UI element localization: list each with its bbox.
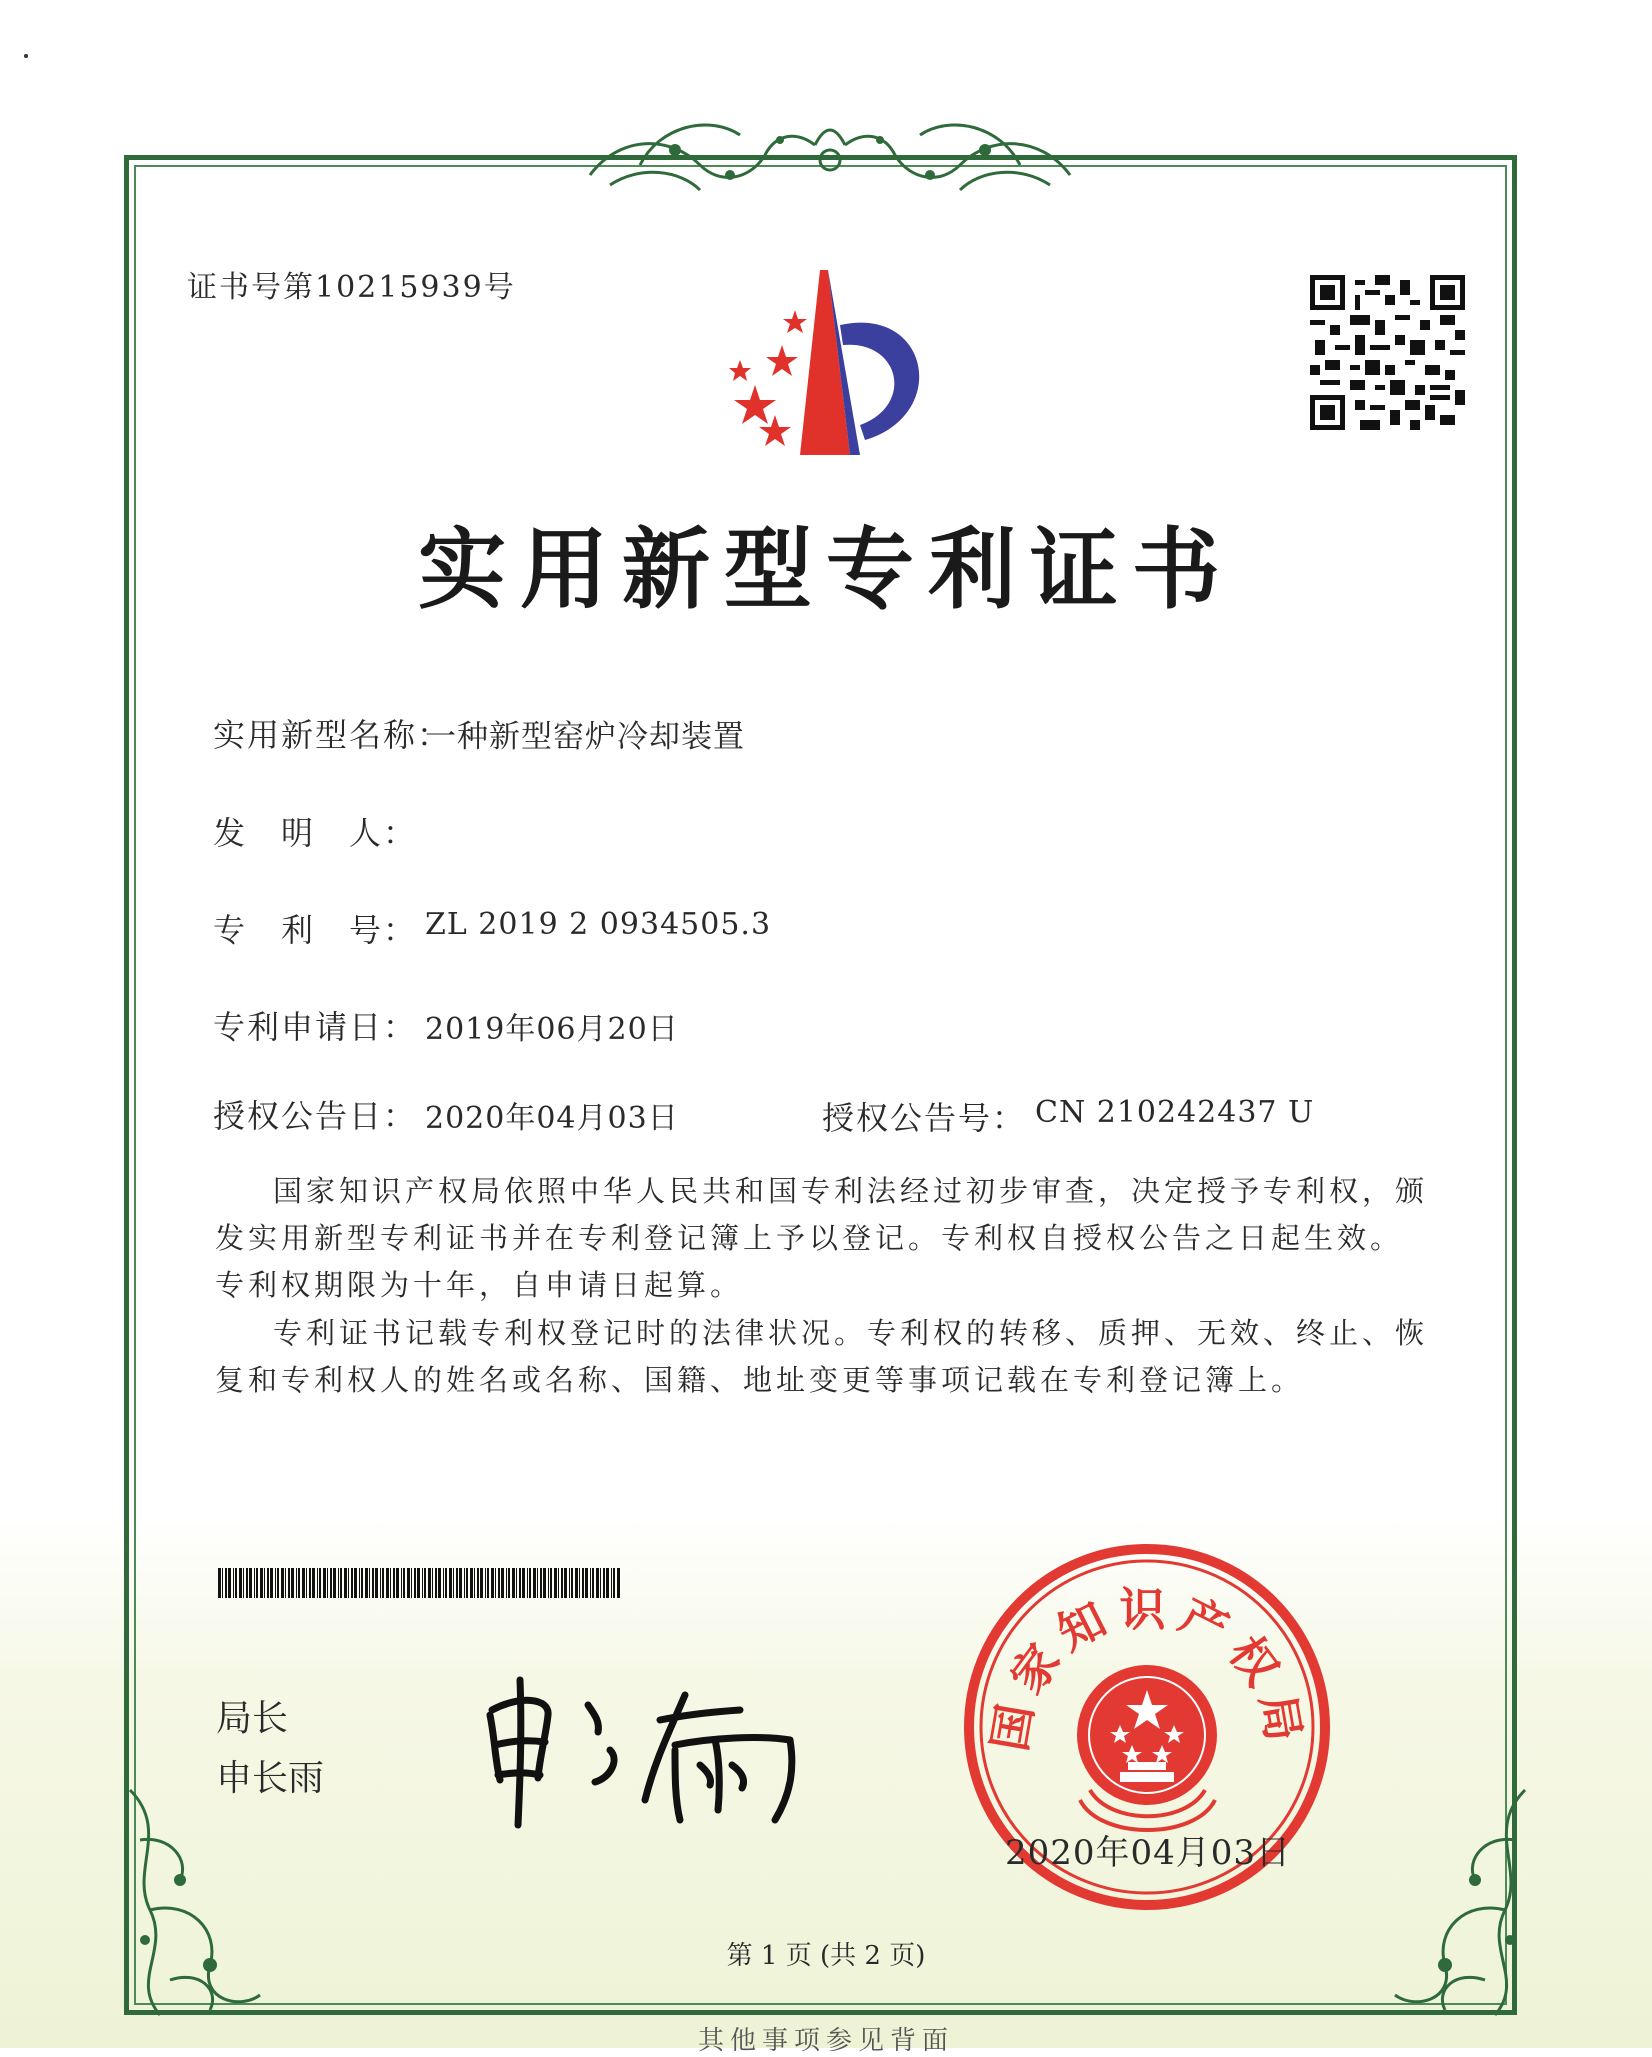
barcode-bar bbox=[340, 1568, 342, 1598]
barcode-bar bbox=[417, 1568, 420, 1598]
barcode bbox=[218, 1568, 623, 1598]
application-date-value: 2019年06月20日 bbox=[425, 1012, 679, 1047]
barcode-bar bbox=[579, 1568, 580, 1598]
barcode-bar bbox=[445, 1568, 447, 1598]
scan-dot bbox=[24, 54, 28, 58]
barcode-bar bbox=[606, 1568, 609, 1598]
barcode-bar bbox=[317, 1568, 318, 1598]
barcode-bar bbox=[519, 1568, 521, 1598]
barcode-bar bbox=[288, 1568, 290, 1598]
barcode-bar bbox=[512, 1568, 515, 1598]
barcode-bar bbox=[438, 1568, 441, 1598]
barcode-bar bbox=[338, 1568, 339, 1598]
barcode-bar bbox=[575, 1568, 578, 1598]
barcode-bar bbox=[592, 1568, 594, 1598]
barcode-bar bbox=[330, 1568, 332, 1598]
barcode-bar bbox=[233, 1568, 234, 1598]
body-paragraph-2: 专利证书记载专利权登记时的法律状况。专利权的转移、质押、无效、终止、恢复和专利权人的姓名或名称、国籍、地址变更等事项记载在专利登记簿上。 bbox=[215, 1316, 1429, 1397]
barcode-bar bbox=[312, 1568, 315, 1598]
barcode-bar bbox=[296, 1568, 297, 1598]
barcode-bar bbox=[453, 1568, 454, 1598]
barcode-bar bbox=[474, 1568, 475, 1598]
barcode-bar bbox=[613, 1568, 615, 1598]
svg-text:国家知识产权局: 国家知识产权局 bbox=[982, 1582, 1313, 1755]
barcode-bar bbox=[554, 1568, 557, 1598]
barcode-bar bbox=[596, 1568, 599, 1598]
barcode-bar bbox=[270, 1568, 273, 1598]
barcode-bar bbox=[239, 1568, 242, 1598]
barcode-bar bbox=[344, 1568, 347, 1598]
barcode-bar bbox=[443, 1568, 444, 1598]
director-name: 申长雨 bbox=[216, 1758, 325, 1799]
barcode-bar bbox=[548, 1568, 549, 1598]
barcode-bar bbox=[537, 1568, 538, 1598]
barcode-bar bbox=[407, 1568, 410, 1598]
barcode-bar bbox=[600, 1568, 601, 1598]
barcode-bar bbox=[432, 1568, 433, 1598]
barcode-bar bbox=[309, 1568, 311, 1598]
barcode-bar bbox=[323, 1568, 326, 1598]
barcode-bar bbox=[264, 1568, 265, 1598]
certificate-title: 实用新型专利证书 bbox=[417, 517, 1234, 621]
utility-model-name-value: 一种新型窑炉冷却装置 bbox=[425, 719, 745, 755]
barcode-bar bbox=[617, 1568, 620, 1598]
barcode-bar bbox=[449, 1568, 452, 1598]
barcode-bar bbox=[222, 1568, 223, 1598]
barcode-bar bbox=[611, 1568, 612, 1598]
barcode-bar bbox=[459, 1568, 462, 1598]
barcode-bar bbox=[498, 1568, 500, 1598]
barcode-bar bbox=[386, 1568, 389, 1598]
utility-model-name-label: 实用新型名称： bbox=[213, 716, 452, 754]
barcode-bar bbox=[464, 1568, 465, 1598]
grant-number-label: 授权公告号： bbox=[822, 1099, 1027, 1137]
barcode-bar bbox=[603, 1568, 605, 1598]
barcode-bar bbox=[428, 1568, 431, 1598]
barcode-bar bbox=[359, 1568, 360, 1598]
barcode-bar bbox=[254, 1568, 255, 1598]
barcode-bar bbox=[456, 1568, 458, 1598]
barcode-bar bbox=[564, 1568, 567, 1598]
barcode-bar bbox=[485, 1568, 486, 1598]
inventor-label: 发 明 人： bbox=[213, 814, 418, 852]
barcode-bar bbox=[487, 1568, 489, 1598]
barcode-bar bbox=[393, 1568, 395, 1598]
top-ornament bbox=[580, 105, 1080, 200]
barcode-bar bbox=[246, 1568, 248, 1598]
barcode-bar bbox=[480, 1568, 483, 1598]
barcode-bar bbox=[285, 1568, 286, 1598]
patent-number-label: 专 利 号： bbox=[213, 911, 418, 949]
barcode-bar bbox=[267, 1568, 269, 1598]
barcode-bar bbox=[249, 1568, 252, 1598]
footer-note: 其他事项参见背面 bbox=[697, 2026, 954, 2056]
barcode-bar bbox=[354, 1568, 357, 1598]
barcode-bar bbox=[516, 1568, 517, 1598]
barcode-bar bbox=[470, 1568, 473, 1598]
director-title: 局长 bbox=[216, 1698, 289, 1739]
grant-date-label: 授权公告日： bbox=[213, 1097, 418, 1135]
barcode-bar bbox=[333, 1568, 336, 1598]
barcode-bar bbox=[533, 1568, 536, 1598]
barcode-bar bbox=[424, 1568, 426, 1598]
barcode-bar bbox=[401, 1568, 402, 1598]
barcode-bar bbox=[522, 1568, 525, 1598]
barcode-bar bbox=[403, 1568, 405, 1598]
barcode-bar bbox=[218, 1568, 221, 1598]
barcode-bar bbox=[540, 1568, 542, 1598]
barcode-bar bbox=[491, 1568, 494, 1598]
barcode-bar bbox=[235, 1568, 237, 1598]
barcode-bar bbox=[590, 1568, 591, 1598]
barcode-bar bbox=[275, 1568, 276, 1598]
barcode-bar bbox=[291, 1568, 294, 1598]
barcode-bar bbox=[582, 1568, 584, 1598]
barcode-bar bbox=[561, 1568, 563, 1598]
barcode-bar bbox=[380, 1568, 381, 1598]
barcode-bar bbox=[369, 1568, 370, 1598]
barcode-bar bbox=[302, 1568, 305, 1598]
barcode-bar bbox=[351, 1568, 353, 1598]
barcode-bar bbox=[281, 1568, 284, 1598]
barcode-bar bbox=[306, 1568, 307, 1598]
barcode-bar bbox=[414, 1568, 416, 1598]
barcode-bar bbox=[477, 1568, 479, 1598]
barcode-bar bbox=[327, 1568, 328, 1598]
bottom-right-ornament bbox=[1385, 1780, 1545, 2030]
barcode-bar bbox=[298, 1568, 300, 1598]
barcode-bar bbox=[411, 1568, 412, 1598]
barcode-bar bbox=[390, 1568, 391, 1598]
patent-number-value: ZL 2019 2 0934505.3 bbox=[425, 907, 772, 942]
patent-office-logo bbox=[700, 265, 960, 465]
barcode-bar bbox=[396, 1568, 399, 1598]
barcode-bar bbox=[571, 1568, 573, 1598]
barcode-bar bbox=[529, 1568, 531, 1598]
grant-date-value: 2020年04月03日 bbox=[425, 1101, 679, 1136]
barcode-bar bbox=[585, 1568, 588, 1598]
barcode-bar bbox=[527, 1568, 528, 1598]
barcode-bar bbox=[260, 1568, 263, 1598]
barcode-bar bbox=[225, 1568, 227, 1598]
barcode-bar bbox=[558, 1568, 559, 1598]
barcode-bar bbox=[382, 1568, 384, 1598]
barcode-bar bbox=[348, 1568, 349, 1598]
barcode-bar bbox=[277, 1568, 279, 1598]
barcode-bar bbox=[435, 1568, 437, 1598]
grant-number-value: CN 210242437 U bbox=[1035, 1095, 1315, 1130]
barcode-bar bbox=[508, 1568, 510, 1598]
bottom-left-ornament bbox=[110, 1780, 270, 2030]
barcode-bar bbox=[375, 1568, 378, 1598]
director-signature bbox=[470, 1660, 830, 1830]
barcode-bar bbox=[495, 1568, 496, 1598]
seal-date: 2020年04月03日 bbox=[1005, 1833, 1292, 1873]
barcode-bar bbox=[501, 1568, 504, 1598]
barcode-bar bbox=[543, 1568, 546, 1598]
barcode-bar bbox=[506, 1568, 507, 1598]
barcode-bar bbox=[550, 1568, 552, 1598]
barcode-bar bbox=[319, 1568, 321, 1598]
body-paragraph-1: 国家知识产权局依照中华人民共和国专利法经过初步审查，决定授予专利权，颁发实用新型专利证书并在专利登记簿上予以登记。专利权自授权公告之日起生效。专利权期限为十年，自申请日起算。 bbox=[215, 1174, 1429, 1302]
qr-code[interactable] bbox=[1310, 275, 1465, 430]
barcode-bar bbox=[361, 1568, 363, 1598]
barcode-bar bbox=[372, 1568, 374, 1598]
barcode-bar bbox=[228, 1568, 231, 1598]
barcode-bar bbox=[466, 1568, 468, 1598]
barcode-bar bbox=[422, 1568, 423, 1598]
barcode-bar bbox=[256, 1568, 258, 1598]
page-number: 第 1 页 (共 2 页) bbox=[726, 1941, 926, 1971]
certificate-number: 证书号第10215939号 bbox=[187, 270, 516, 305]
application-date-label: 专利申请日： bbox=[213, 1008, 418, 1046]
barcode-bar bbox=[569, 1568, 570, 1598]
barcode-bar bbox=[243, 1568, 244, 1598]
barcode-bar bbox=[365, 1568, 368, 1598]
